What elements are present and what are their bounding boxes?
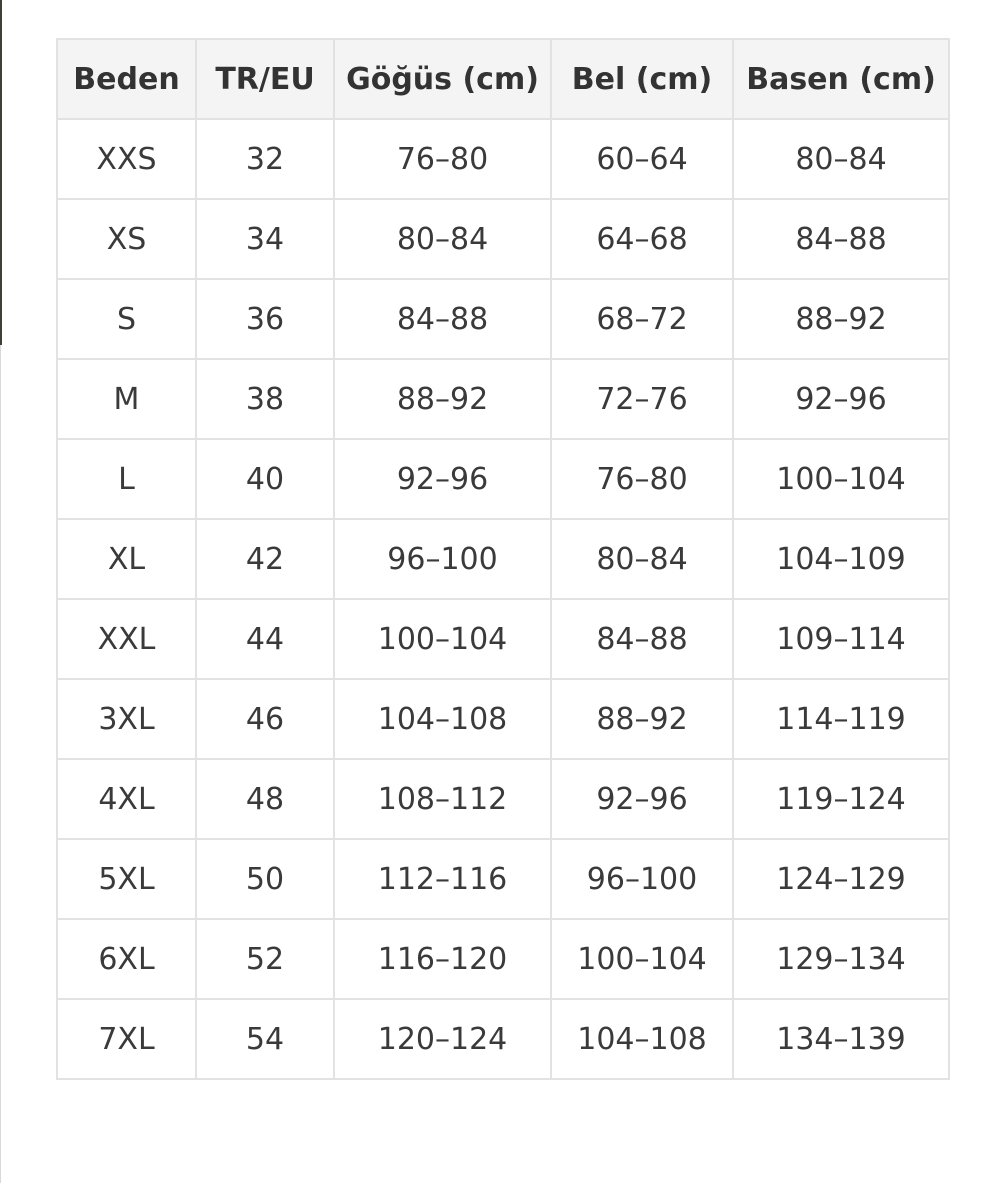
- cell-gogus: 112–116: [334, 839, 551, 919]
- cell-gogus: 116–120: [334, 919, 551, 999]
- cell-tr-eu: 42: [196, 519, 334, 599]
- table-row: [57, 599, 949, 679]
- table-row: [57, 999, 949, 1079]
- cropped-next-heading: [104, 1160, 624, 1183]
- table-row: [57, 519, 949, 599]
- cell-beden: 3XL: [57, 679, 196, 759]
- header-beden: Beden: [57, 39, 196, 119]
- size-chart-table: [56, 38, 950, 1080]
- table-row: [57, 279, 949, 359]
- cell-bel: 80–84: [551, 519, 733, 599]
- table-row: [57, 919, 949, 999]
- cell-beden: XXS: [57, 119, 196, 199]
- table-row: [57, 839, 949, 919]
- cell-beden: 6XL: [57, 919, 196, 999]
- cell-beden: M: [57, 359, 196, 439]
- cell-beden: S: [57, 279, 196, 359]
- cell-beden: 5XL: [57, 839, 196, 919]
- cell-beden: 7XL: [57, 999, 196, 1079]
- cell-beden: XL: [57, 519, 196, 599]
- cell-beden: XS: [57, 199, 196, 279]
- cell-bel: 92–96: [551, 759, 733, 839]
- cell-tr-eu: 34: [196, 199, 334, 279]
- cell-basen: 84–88: [733, 199, 949, 279]
- cell-bel: 96–100: [551, 839, 733, 919]
- cell-bel: 100–104: [551, 919, 733, 999]
- cell-beden: L: [57, 439, 196, 519]
- cell-gogus: 120–124: [334, 999, 551, 1079]
- header-tr-eu: TR/EU: [196, 39, 334, 119]
- cell-basen: 88–92: [733, 279, 949, 359]
- cell-tr-eu: 36: [196, 279, 334, 359]
- cell-tr-eu: 52: [196, 919, 334, 999]
- cell-tr-eu: 44: [196, 599, 334, 679]
- cell-tr-eu: 32: [196, 119, 334, 199]
- cell-bel: 60–64: [551, 119, 733, 199]
- cell-tr-eu: 46: [196, 679, 334, 759]
- cell-basen: 104–109: [733, 519, 949, 599]
- left-edge-accent: [0, 0, 2, 345]
- cell-gogus: 88–92: [334, 359, 551, 439]
- cell-tr-eu: 40: [196, 439, 334, 519]
- cell-basen: 92–96: [733, 359, 949, 439]
- header-bel: Bel (cm): [551, 39, 733, 119]
- cell-gogus: 108–112: [334, 759, 551, 839]
- cell-beden: 4XL: [57, 759, 196, 839]
- cell-basen: 109–114: [733, 599, 949, 679]
- cell-gogus: 104–108: [334, 679, 551, 759]
- table-row: [57, 439, 949, 519]
- cell-basen: 80–84: [733, 119, 949, 199]
- header-basen: Basen (cm): [733, 39, 949, 119]
- cell-bel: 88–92: [551, 679, 733, 759]
- cell-gogus: 100–104: [334, 599, 551, 679]
- cell-basen: 100–104: [733, 439, 949, 519]
- cell-gogus: 92–96: [334, 439, 551, 519]
- cell-beden: XXL: [57, 599, 196, 679]
- cell-tr-eu: 38: [196, 359, 334, 439]
- cell-bel: 64–68: [551, 199, 733, 279]
- cell-gogus: 96–100: [334, 519, 551, 599]
- header-gogus: Göğüs (cm): [334, 39, 551, 119]
- table-row: [57, 199, 949, 279]
- cell-gogus: 84–88: [334, 279, 551, 359]
- cell-gogus: 80–84: [334, 199, 551, 279]
- cell-bel: 84–88: [551, 599, 733, 679]
- table-row: [57, 679, 949, 759]
- table-row: [57, 359, 949, 439]
- cell-basen: 119–124: [733, 759, 949, 839]
- cell-basen: 114–119: [733, 679, 949, 759]
- cell-tr-eu: 48: [196, 759, 334, 839]
- cell-tr-eu: 50: [196, 839, 334, 919]
- cell-bel: 104–108: [551, 999, 733, 1079]
- cell-bel: 72–76: [551, 359, 733, 439]
- cell-tr-eu: 54: [196, 999, 334, 1079]
- table-row: [57, 119, 949, 199]
- cell-bel: 68–72: [551, 279, 733, 359]
- cell-basen: 134–139: [733, 999, 949, 1079]
- cell-basen: 129–134: [733, 919, 949, 999]
- table-header-row: [57, 39, 949, 119]
- cell-gogus: 76–80: [334, 119, 551, 199]
- cell-basen: 124–129: [733, 839, 949, 919]
- cell-bel: 76–80: [551, 439, 733, 519]
- table-row: [57, 759, 949, 839]
